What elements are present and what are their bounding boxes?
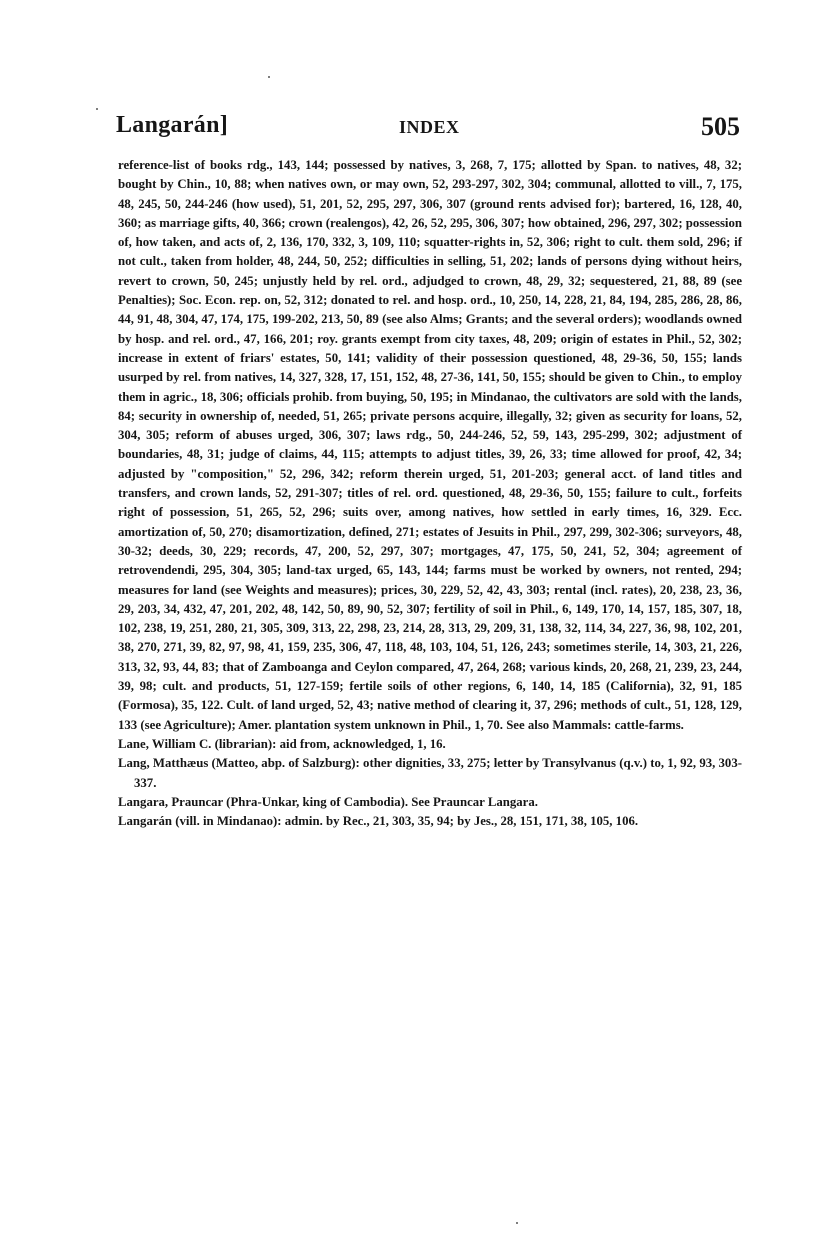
index-entry-langaran: Langarán (vill. in Mindanao): admin. by Rec., 21, 303, 35, 94; by Jes., 28, 151, 171, 38, 105, 106. [118,814,639,829]
running-head-center: INDEX [399,117,460,137]
scan-speck [96,108,98,110]
page-number: 505 [701,112,740,141]
index-body [118,156,742,831]
scan-speck [516,1222,518,1224]
index-entry-langara: Langara, Prauncar (Phra-Unkar, king of Cambodia). See Prauncar Langara. [118,794,538,809]
running-head-left: Langarán] [116,112,229,138]
index-entry-continuation: reference-list of books rdg., 143, 144; possessed by natives, 3, 268, 7, 175; allotted by Span. to natives, 48, 32; bought by Chin., 10, 88; when natives own, or may own, 52, 293-297, 302, 304; communal, allotted to vill., 7, 175, 48, 245, 50, 244-246 (how used), 51, 201, 52, 295, 297, 306, 307 (ground rents advised for); bartered, 16, 128, 40, 360; as marriage gifts, 40, 366; crown (realengos), 42, 26, 52, 295, 306, 307; how obtained, 296, 297, 302; possession of, how taken, and acts of, 2, 136, 170, 332, 3, 109, 110; squatter-rights in, 52, 306; right to cult. them sold, 296; if not cult., taken from holder, 48, 244, 50, 252; difficulties in selling, 51, 202; lands of persons dying without heirs, revert to crown, 50, 245; unjustly held by rel. ord., adjudged to crown, 48, 29, 32; sequestered, 21, 88, 89 (see Penalties); Soc. Econ. rep. on, 52, 312; donated to rel. and hosp. ord., 10, 250, 14, 228, 21, 84, 194, 285, 286, 28, 86, 44, 91, 48, 304, 47, 174, 175, 199-202, 213, 50, 89 (see also Alms; Grants; and the several orders); woodlands owned by hosp. and rel. ord., 47, 166, 201; roy. grants exempt from city taxes, 48, 209; origin of estates in Phil., 52, 302; increase in extent of friars' estates, 50, 141; validity of their possession questioned, 48, 29-36, 50, 155; lands usurped by rel. from natives, 14, 327, 328, 17, 151, 152, 48, 27-36, 141, 50, 155; should be given to Chin., to employ them in agric., 18, 306; officials prohib. from buying, 50, 195; in Mindanao, the cultivators are sold with the lands, 84; security in ownership of, needed, 51, 265; private persons acquire, illegally, 32; given as security for loans, 52, 304, 305; reform of abuses urged, 306, 307; laws rdg., 50, 244-246, 52, 59, 143, 295-299, 302; adjustment of boundaries, 48, 31; judge of claims, 44, 115; attempts to adjust titles, 39, 26, 33; time allowed for proof, 42, 34; adjusted by "composition," 52, 296, 342; reform therein urged, 51, 201-203; general acct. of land titles and transfers, and crown lands, 52, 291-307; titles of rel. ord. questioned, 48, 29-36, 50, 155; failure to cult., forfeits right of possession, 51, 265, 52, 296; suits over, among natives, how settled in early times, 16, 329. Ecc. amortization of, 50, 270; disamortization, defined, 271; estates of Jesuits in Phil., 297, 299, 302-306; surveyors, 48, 30-32; deeds, 30, 229; records, 47, 200, 52, 297, 307; mortgages, 47, 175, 50, 241, 52, 304; agreement of retrovendendi, 295, 304, 305; land-tax urged, 65, 143, 144; farms must be worked by owners, not rented, 294; measures for land (see Weights and measures); prices, 30, 229, 52, 42, 43, 303; rental (incl. rates), 20, 238, 23, 36, 29, 203, 34, 432, 47, 201, 202, 48, 142, 50, 89, 90, 52, 307; fertility of soil in Phil., 6, 149, 170, 14, 157, 185, 307, 18, 102, 238, 19, 251, 280, 21, 305, 309, 313, 22, 298, 23, 214, 28, 313, 29, 209, 31, 138, 32, 114, 34, 227, 36, 98, 102, 201, 38, 270, 271, 39, 82, 97, 98, 41, 159, 235, 306, 47, 118, 48, 103, 104, 51, 126, 243; sometimes sterile, 14, 303, 21, 226, 313, 32, 93, 44, 83; that of Zamboanga and Ceylon compared, 47, 264, 268; various kinds, 20, 268, 21, 239, 23, 244, 39, 98; cult. and products, 51, 127-159; fertile soils of other regions, 6, 140, 14, 185 (California), 32, 91, 185 (Formosa), 35, 122. Cult. of land urged, 52, 43; native method of clearing it, 37, 296; methods of cult., 51, 128, 129, 133 (see Agriculture); Amer. plantation system unknown in Phil., 1, 70. See also Mammals: cattle-farms. [118,158,742,732]
index-entry-lane: Lane, William C. (librarian): aid from, acknowledged, 1, 16. [118,736,446,751]
scan-speck [268,76,270,78]
page-header [116,112,740,148]
index-entry-lang: Lang, Matthæus (Matteo, abp. of Salzburg): other dignities, 33, 275; letter by Transylvanus (q.v.) to, 1, 92, 93, 303-337. [118,756,742,790]
